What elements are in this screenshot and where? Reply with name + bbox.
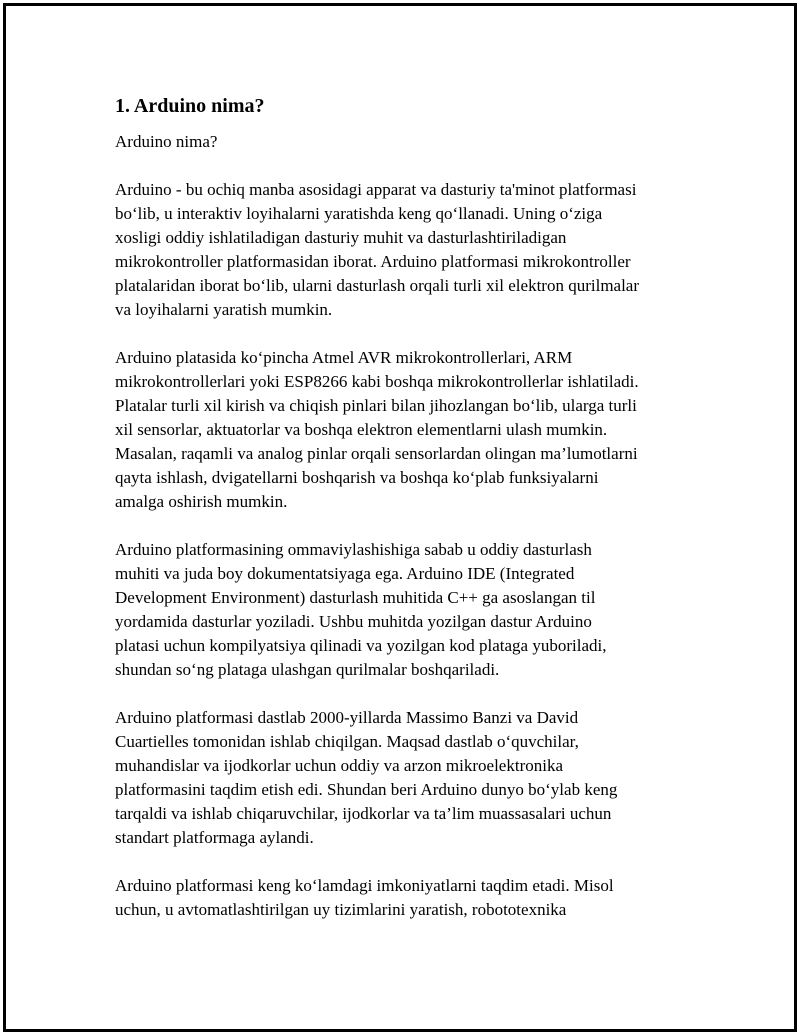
text-line: standart platformaga aylandi.	[115, 828, 314, 847]
text-line: qayta ishlash, dvigatellarni boshqarish va boshqa ko‘plab funksiyalarni	[115, 468, 599, 487]
text-line: Arduino platasida ko‘pincha Atmel AVR mikrokontrollerlari, ARM	[115, 348, 573, 367]
text-line: xil sensorlar, aktuatorlar va boshqa elektron elementlarni ulash mumkin.	[115, 420, 608, 439]
text-line: Arduino platformasining ommaviylashishiga sabab u oddiy dasturlash	[115, 540, 592, 559]
paragraph-1	[115, 178, 695, 322]
text-line: Platalar turli xil kirish va chiqish pinlari bilan jihozlangan bo‘lib, ularga turli	[115, 396, 637, 415]
text-line: muhandislar va ijodkorlar uchun oddiy va arzon mikroelektronika	[115, 756, 564, 775]
paragraph-3	[115, 538, 695, 682]
text-line: tarqaldi va ishlab chiqaruvchilar, ijodkorlar va ta’lim muassasalari uchun	[115, 804, 612, 823]
paragraph-2	[115, 346, 695, 514]
text-line: amalga oshirish mumkin.	[115, 492, 288, 511]
text-line: Arduino platformasi dastlab 2000-yillarda Massimo Banzi va David	[115, 708, 579, 727]
paragraph-4	[115, 706, 695, 850]
paragraph-5	[115, 874, 695, 922]
text-line: shundan so‘ng plataga ulashgan qurilmalar boshqariladi.	[115, 660, 500, 679]
document-body	[115, 92, 695, 946]
text-line: Arduino platformasi keng ko‘lamdagi imkoniyatlarni taqdim etadi. Misol	[115, 876, 614, 895]
text-line: Development Environment) dasturlash muhitida C++ ga asoslangan til	[115, 588, 596, 607]
text-line: mikrokontrollerlari yoki ESP8266 kabi boshqa mikrokontrollerlar ishlatiladi.	[115, 372, 639, 391]
text-line: Cuartielles tomonidan ishlab chiqilgan. Maqsad dastlab o‘quvchilar,	[115, 732, 579, 751]
text-line: uchun, u avtomatlashtirilgan uy tizimlarini yaratish, robototexnika	[115, 900, 567, 919]
text-line: Arduino - bu ochiq manba asosidagi apparat va dasturiy ta'minot platformasi	[115, 180, 637, 199]
section-subtitle: Arduino nima?	[115, 132, 218, 151]
text-line: yordamida dasturlar yoziladi. Ushbu muhitda yozilgan dastur Arduino	[115, 612, 592, 631]
section-heading: 1. Arduino nima?	[115, 95, 265, 117]
text-line: xosligi oddiy ishlatiladigan dasturiy muhit va dasturlashtiriladigan	[115, 228, 567, 247]
text-line: Masalan, raqamli va analog pinlar orqali sensorlardan olingan ma’lumotlarni	[115, 444, 638, 463]
text-line: bo‘lib, u interaktiv loyihalarni yaratishda keng qo‘llanadi. Uning o‘ziga	[115, 204, 603, 223]
text-line: platalaridan iborat bo‘lib, ularni dasturlash orqali turli xil elektron qurilmalar	[115, 276, 640, 295]
text-line: muhiti va juda boy dokumentatsiyaga ega. Arduino IDE (Integrated	[115, 564, 575, 583]
text-line: platasi uchun kompilyatsiya qilinadi va yozilgan kod plataga yuboriladi,	[115, 636, 607, 655]
text-line: va loyihalarni yaratish mumkin.	[115, 300, 333, 319]
text-line: platformasini taqdim etish edi. Shundan beri Arduino dunyo bo‘ylab keng	[115, 780, 618, 799]
text-line: mikrokontroller platformasidan iborat. Arduino platformasi mikrokontroller	[115, 252, 631, 271]
